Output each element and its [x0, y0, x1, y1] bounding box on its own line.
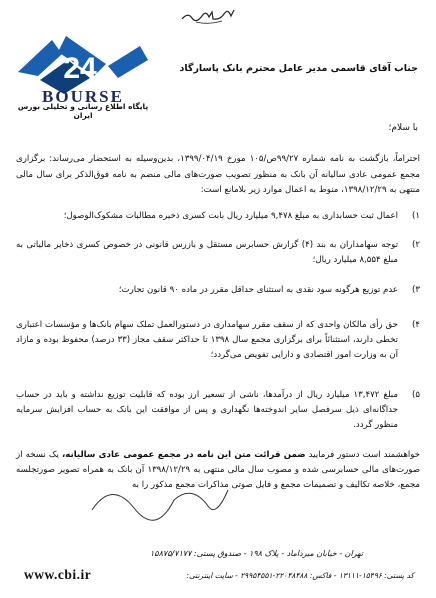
list-item	[16, 283, 420, 298]
footer-phones: کد پستی: ۱۵۴۹۶-۱۳۱۱۱ - فاکس: ۲۲۰۴۸۴۸۸-۲۹۹۵۴۵۵۱ - سایت اینترنتی:	[186, 570, 414, 580]
bismillah-calligraphy	[178, 4, 238, 26]
item-number: ۱)	[412, 211, 420, 221]
item-number: ۴)	[412, 320, 420, 330]
item-text: اعمال ثبت حسابداری به مبلغ ۹,۴۷۸ میلیارد ریال بابت کسری ذخیره مطالبات مشکوک‌الوصول؛	[63, 211, 398, 221]
item-text: توجه سهامداران به بند (۴) گزارش حسابرس مستقل و بازرس قانونی در خصوص کسری ذخایر مالیاتی به مبلغ ۸,۵۵۴ میلیارد ریال؛	[16, 240, 398, 265]
item-text: حق رأی مالکان واحدی که از سقف مقرر سهامداری در دستورالعمل تملک سهام بانک‌ها و مؤسسات اعتباری تخطی دارند، استثنائاً برای برگزاری مجمع سال ۱۳۹۸ تا حداکثر سقف مجاز (۳۳ درصد) محفوظ بوده و مازاد آن به وزارت امور اقتصادی و دارایی تفویض می‌گردد؛	[16, 320, 399, 360]
intro-paragraph: احتراماً، بازگشت به نامه شماره ۹۹/۲۷ص/۱۰۵ مورخ ۱۳۹۹/۰۴/۱۹، بدین‌وسیله به استحضار می‌رساند: برگزاری مجمع عمومی عادی سالیانه آن بانک به منظور تصویب صورت‌های مالی منضم به نامه فوق‌الذکر برای سال مالی منتهی به ۱۳۹۸/۱۲/۲۹، منوط به اعمال موارد زیر بلامانع است:	[16, 154, 420, 195]
list-item	[16, 209, 420, 224]
logo-caption: پایگاه اطلاع رسانی و تحلیلی بورس ایران	[17, 102, 149, 120]
item-text: عدم توزیع هرگونه سود نقدی به استثنای حداقل مقرر در ماده ۹۰ قانون تجارت؛	[118, 285, 398, 295]
item-number: ۳)	[412, 285, 420, 295]
website-link[interactable]: www.cbi.ir	[24, 567, 92, 582]
closing-bold: ضمن قرائت متن این نامه در مجمع عمومی عادی سالیانه،	[62, 450, 306, 460]
addressee-line: جناب آقای قاسمی مدیر عامل محترم بانک پاسارگاد	[179, 63, 418, 74]
item-number: ۵)	[412, 390, 420, 400]
footer-address: تهران - خیابان میرداماد - پلاک ۱۹۸ - صندوق پستی: ۱۵۸۷۵/۷۱۷۷	[150, 549, 364, 558]
footer-contact	[24, 567, 414, 583]
logo-wordmark: BOURSE	[42, 87, 124, 106]
logo-number: 24	[63, 52, 97, 85]
greeting: با سلام؛	[388, 123, 418, 133]
list-item	[16, 318, 420, 363]
item-number: ۲)	[412, 240, 420, 250]
list-item	[16, 388, 420, 433]
item-text: مبلغ ۱۳,۴۷۲ میلیارد ریال از درآمدها، ناشی از تسعیر ارز بوده که قابلیت توزیع نداشته و باید در حساب جداگانه‌ای ذیل سرفصل سایر اندوخته‌ها نگهداری و پس از موافقت این بانک به حساب افزایش سرمایه منظور گردد.	[16, 390, 398, 430]
closing-rest: یک نسخه از صورت‌های مالی حسابرسی شده و مصوب سال مالی منتهی به ۱۳۹۸/۱۲/۲۹ آن بانک به همراه تصویر صورتجلسه مجمع، خلاصه تکالیف و تصمیمات مجمع و فایل صوتی مذاکرات مجمع مذکور را به	[16, 450, 420, 490]
list-item	[16, 238, 420, 268]
signature-scribble	[82, 470, 232, 534]
closing-prefix: خواهشمند است دستور فرمایید	[308, 450, 420, 460]
